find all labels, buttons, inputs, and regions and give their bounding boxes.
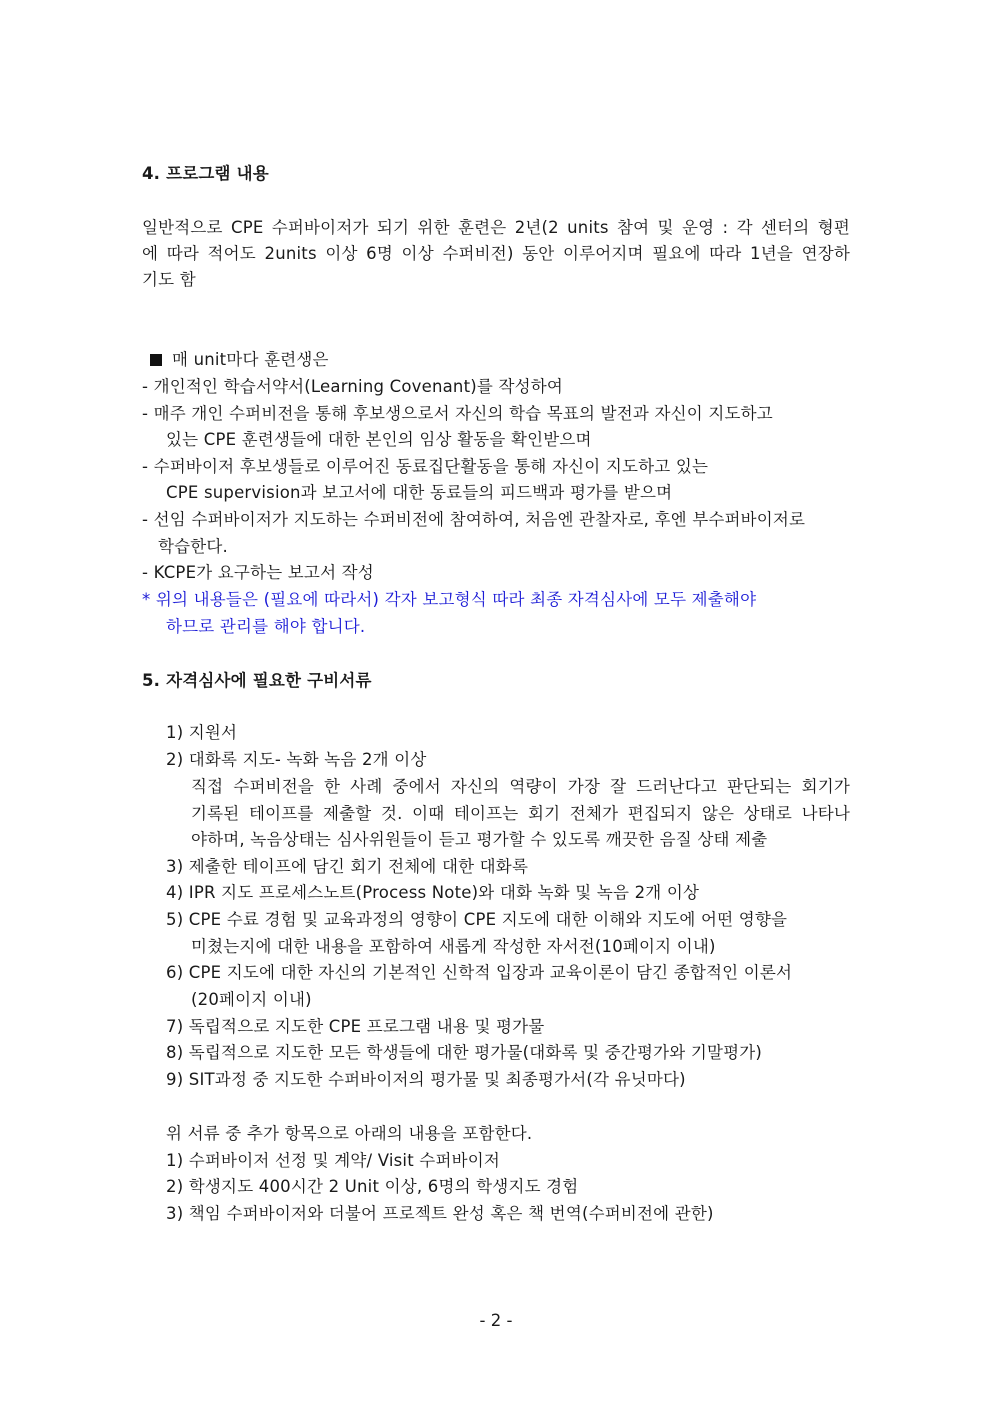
- doc-item-detail: 기록된 테이프를 제출할 것. 이때 테이프는 회기 전체가 편집되지 않은 상태로 나타나: [191, 804, 850, 823]
- extra-item: 3) 책임 수퍼바이저와 더불어 프로젝트 완성 혹은 책 번역(수퍼비전에 관한): [166, 1204, 714, 1223]
- doc-item: 9) SIT과정 중 지도한 수퍼바이저의 평가물 및 최종평가서(각 유닛마다): [166, 1070, 686, 1089]
- doc-item: 1) 지원서: [166, 723, 238, 742]
- doc-item: 3) 제출한 테이프에 담긴 회기 전체에 대한 대화록: [166, 857, 529, 876]
- intro-line-3: 기도 함: [142, 270, 196, 289]
- section-5-title: 5. 자격심사에 필요한 구비서류: [142, 671, 372, 690]
- section-4-title: 4. 프로그램 내용: [142, 164, 269, 183]
- bullet-heading-text: 매 unit마다 훈련생은: [172, 350, 329, 369]
- doc-item-detail: 미쳤는지에 대한 내용을 포함하여 새롭게 작성한 자서전(10페이지 이내): [191, 937, 716, 956]
- doc-item-detail: 직접 수퍼비전을 한 사례 중에서 자신의 역량이 가장 잘 드러난다고 판단되는 회기가: [191, 777, 850, 796]
- list-item-continued: 있는 CPE 훈련생들에 대한 본인의 임상 활동을 확인받으며: [166, 430, 592, 449]
- note-line-1: * 위의 내용들은 (필요에 따라서) 각자 보고형식 따라 최종 자격심사에 모두 제출해야: [142, 590, 757, 609]
- extra-intro: 위 서류 중 추가 항목으로 아래의 내용을 포함한다.: [166, 1124, 533, 1143]
- list-item: - 개인적인 학습서약서(Learning Covenant)를 작성하여: [142, 377, 564, 396]
- square-bullet-icon: [150, 354, 162, 366]
- intro-line-2: 에 따라 적어도 2units 이상 6명 이상 수퍼비전) 동안 이루어지며 필요에 따라 1년을 연장하: [142, 244, 850, 263]
- page-number: - 2 -: [479, 1311, 513, 1330]
- doc-item-detail: 야하며, 녹음상태는 심사위원들이 듣고 평가할 수 있도록 깨끗한 음질 상태 제출: [191, 830, 768, 849]
- doc-item: 8) 독립적으로 지도한 모든 학생들에 대한 평가물(대화록 및 중간평가와 기말평가): [166, 1043, 763, 1062]
- list-item-continued: 학습한다.: [158, 537, 229, 556]
- extra-item: 1) 수퍼바이저 선정 및 계약/ Visit 수퍼바이저: [166, 1151, 501, 1170]
- intro-line-1: 일반적으로 CPE 수퍼바이저가 되기 위한 훈련은 2년(2 units 참여 및 운영 : 각 센터의 형편: [142, 218, 850, 237]
- list-item: - 수퍼바이저 후보생들로 이루어진 동료집단활동을 통해 자신이 지도하고 있는: [142, 457, 709, 476]
- list-item: - 선임 수퍼바이저가 지도하는 수퍼비전에 참여하여, 처음엔 관찰자로, 후엔 부수퍼바이저로: [142, 510, 806, 529]
- doc-item-detail: (20페이지 이내): [191, 990, 312, 1009]
- doc-item: 2) 대화록 지도- 녹화 녹음 2개 이상: [166, 750, 427, 769]
- bullet-heading: [150, 350, 329, 370]
- doc-item: 5) CPE 수료 경험 및 교육과정의 영향이 CPE 지도에 대한 이해와 지도에 어떤 영향을: [166, 910, 788, 929]
- list-item: - KCPE가 요구하는 보고서 작성: [142, 563, 374, 582]
- doc-item: 7) 독립적으로 지도한 CPE 프로그램 내용 및 평가물: [166, 1017, 545, 1036]
- extra-item: 2) 학생지도 400시간 2 Unit 이상, 6명의 학생지도 경험: [166, 1177, 579, 1196]
- note-line-2: 하므로 관리를 해야 합니다.: [166, 617, 366, 636]
- list-item: - 매주 개인 수퍼비전을 통해 후보생으로서 자신의 학습 목표의 발전과 자신이 지도하고: [142, 404, 773, 423]
- list-item-continued: CPE supervision과 보고서에 대한 동료들의 피드백과 평가를 받으며: [166, 483, 673, 502]
- doc-item: 4) IPR 지도 프로세스노트(Process Note)와 대화 녹화 및 녹음 2개 이상: [166, 883, 700, 902]
- doc-item: 6) CPE 지도에 대한 자신의 기본적인 신학적 입장과 교육이론이 담긴 종합적인 이론서: [166, 963, 793, 982]
